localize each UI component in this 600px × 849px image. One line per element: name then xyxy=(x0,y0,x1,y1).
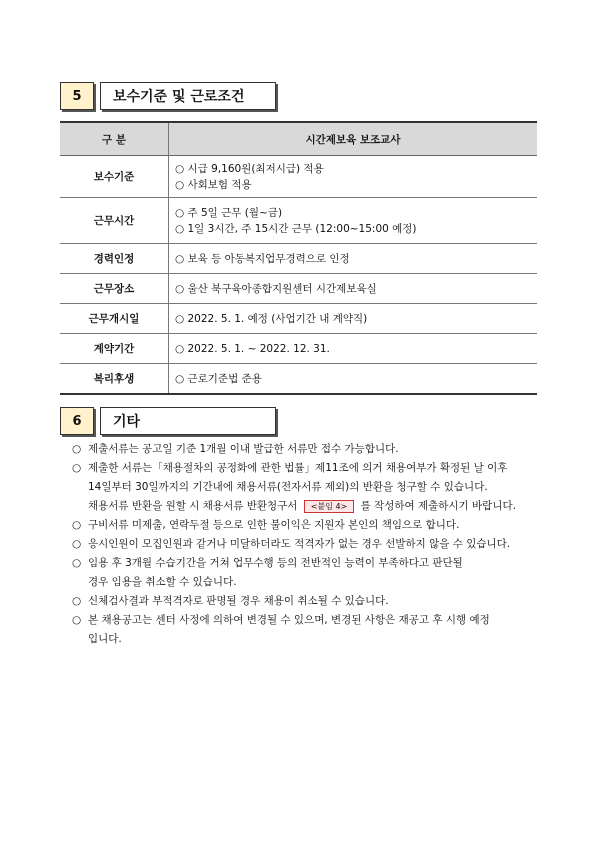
table-row xyxy=(60,334,537,364)
list-item: ○ 신체검사결과 부적격자로 판명될 경우 채용이 취소될 수 있습니다. xyxy=(72,592,542,611)
section-title: 기타 xyxy=(100,407,276,435)
row-line: ○ 보육 등 아동복지업무경력으로 인정 xyxy=(169,244,538,274)
list-item: ○ 구비서류 미제출, 연락두절 등으로 인한 불이익은 지원자 본인의 책임으로 합니다. xyxy=(72,516,542,535)
table-row xyxy=(60,274,537,304)
table-row xyxy=(60,198,537,244)
row-line: ○ 2022. 5. 1. ~ 2022. 12. 31. xyxy=(169,334,538,364)
section-5-header xyxy=(60,82,276,110)
row-line: ○ 2022. 5. 1. 예정 (사업기간 내 계약직) xyxy=(169,304,538,334)
working-conditions-table xyxy=(60,121,537,395)
list-item: ○ 제출서류는 공고일 기준 1개월 이내 발급한 서류만 접수 가능합니다. xyxy=(72,440,542,459)
list-item-continuation: 입니다. xyxy=(88,633,122,645)
row-label: 근무시간 xyxy=(60,198,169,244)
row-label: 근무장소 xyxy=(60,274,169,304)
bullet-icon: ○ xyxy=(72,557,82,569)
list-item: ○ 임용 후 3개월 수습기간을 거쳐 업무수행 등의 전반적인 능력이 부족하다고 판단될 xyxy=(72,554,542,573)
section-number: 5 xyxy=(60,82,94,110)
header-category: 구 분 xyxy=(60,122,169,156)
section-number: 6 xyxy=(60,407,94,435)
attachment-badge: <붙임 4> xyxy=(304,500,355,513)
list-item-continuation: 경우 임용을 취소할 수 있습니다. xyxy=(88,576,237,588)
bullet-icon: ○ xyxy=(72,519,82,531)
row-line: ○ 근로기준법 준용 xyxy=(169,364,538,394)
row-line: ○ 울산 북구육아종합지원센터 시간제보육실 xyxy=(169,274,538,304)
table-row xyxy=(60,304,537,334)
list-item: ○ 본 채용공고는 센터 사정에 의하여 변경될 수 있으며, 변경된 사항은 재공고 후 시행 예정 xyxy=(72,611,542,630)
table-header-row xyxy=(60,122,537,156)
table-row xyxy=(60,364,537,394)
list-item-continuation: 채용서류 반환을 원할 시 채용서류 반환청구서 <붙임 4> 를 작성하여 제출하시기 바랍니다. xyxy=(88,500,516,512)
table-row xyxy=(60,244,537,274)
row-label: 경력인정 xyxy=(60,244,169,274)
bullet-icon: ○ xyxy=(72,614,82,626)
notice-list xyxy=(72,440,542,649)
row-label: 복리후생 xyxy=(60,364,169,394)
bullet-icon: ○ xyxy=(72,462,82,474)
list-item: ○ 제출한 서류는「채용절차의 공정화에 관한 법률」제11조에 의거 채용여부가 확정된 날 이후 xyxy=(72,459,542,478)
row-label: 근무개시일 xyxy=(60,304,169,334)
list-item-continuation: 14일부터 30일까지의 기간내에 채용서류(전자서류 제외)의 반환을 청구할 수 있습니다. xyxy=(88,481,488,493)
section-6-header xyxy=(60,407,276,435)
bullet-icon: ○ xyxy=(72,538,82,550)
list-item: ○ 응시인원이 모집인원과 같거나 미달하더라도 적격자가 없는 경우 선발하지 않을 수 있습니다. xyxy=(72,535,542,554)
section-title: 보수기준 및 근로조건 xyxy=(100,82,276,110)
row-label: 계약기간 xyxy=(60,334,169,364)
row-line: ○ 1일 3시간, 주 15시간 근무 (12:00~15:00 예정) xyxy=(175,222,417,235)
row-line: ○ 시급 9,160원(최저시급) 적용 xyxy=(175,162,324,175)
table-row xyxy=(60,156,537,198)
bullet-icon: ○ xyxy=(72,443,82,455)
row-line: ○ 주 5일 근무 (월~금) xyxy=(175,206,283,219)
row-label: 보수기준 xyxy=(60,156,169,198)
row-line: ○ 사회보험 적용 xyxy=(175,178,252,191)
header-position: 시간제보육 보조교사 xyxy=(169,122,538,156)
bullet-icon: ○ xyxy=(72,595,82,607)
